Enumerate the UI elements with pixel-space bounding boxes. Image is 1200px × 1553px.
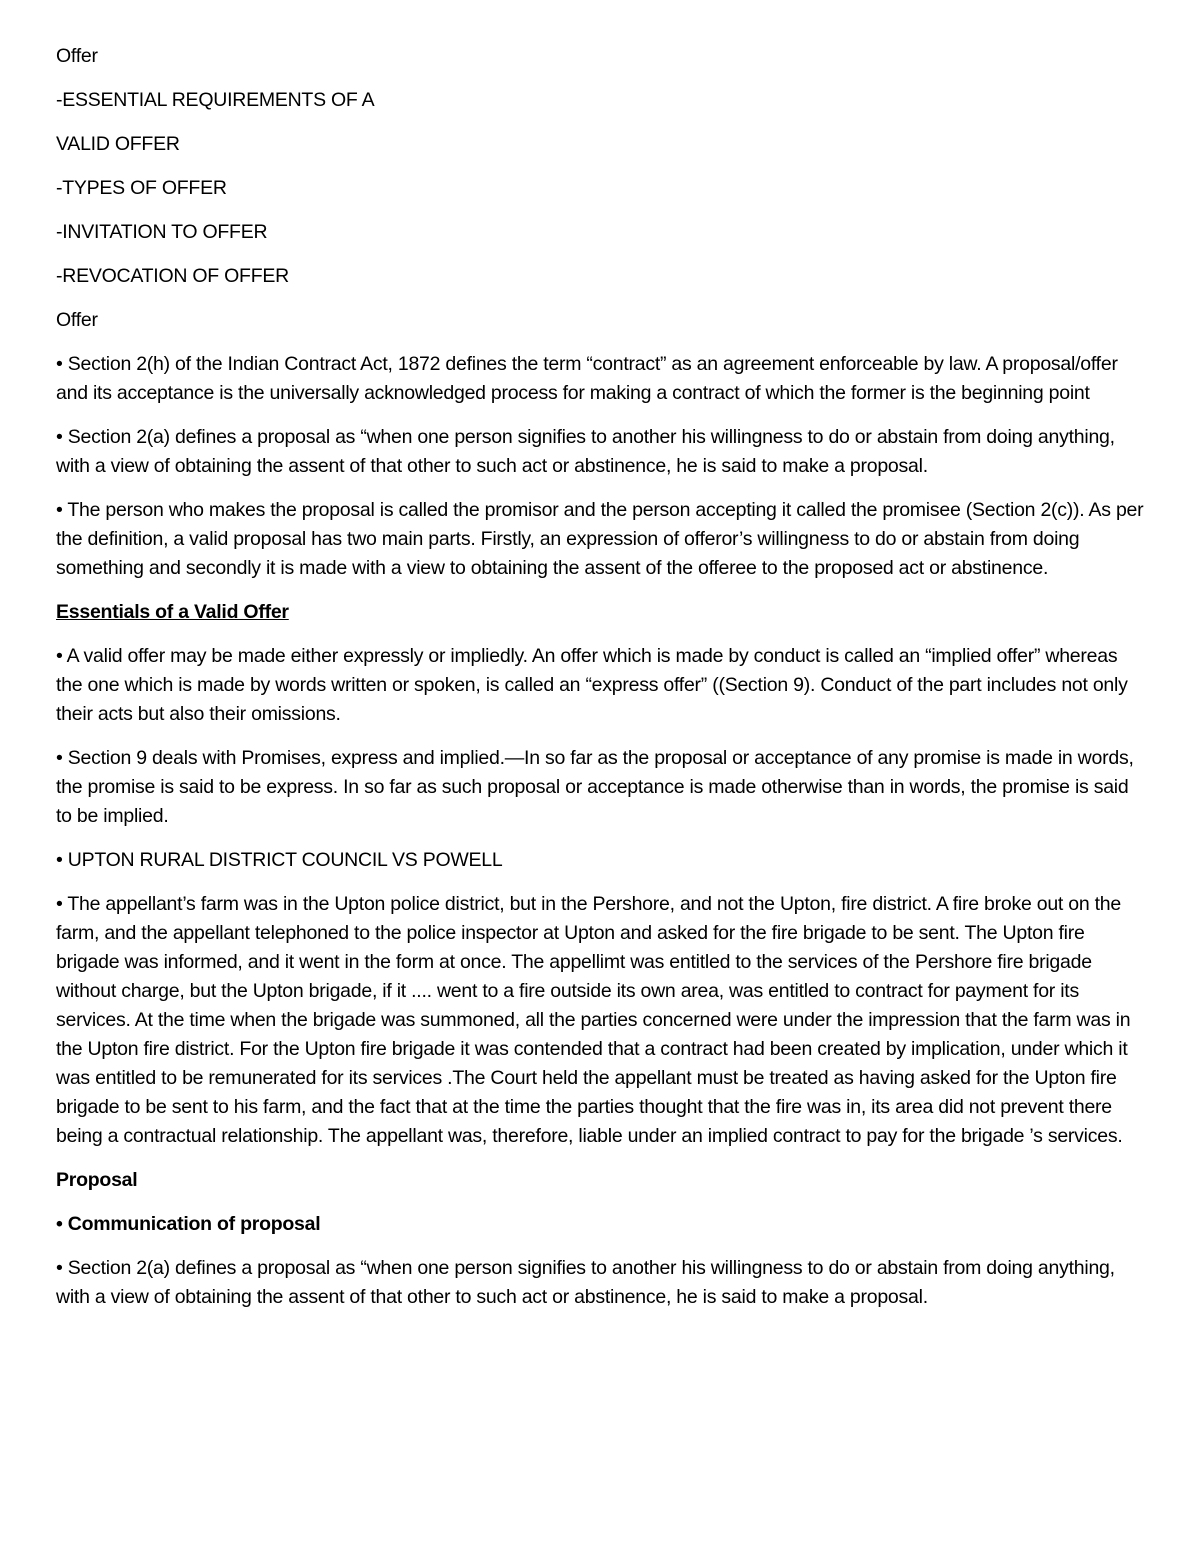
paragraph-section-2a-repeat: • Section 2(a) defines a proposal as “when one person signifies to another his willingness to do or abstain from doing anything, with a view of obtaining the assent of that other to such act or abstinence, he is said to make a proposal. (56, 1257, 1115, 1308)
outline-item-invitation-to-offer: -INVITATION TO OFFER (56, 221, 268, 243)
paragraph-section-2h: • Section 2(h) of the Indian Contract Act, 1872 defines the term “contract” as an agreement enforceable by law. A proposal/offer and its acceptance is the universally acknowledged process for making a contract of which the former is the beginning point (56, 353, 1118, 404)
outline-item-revocation-of-offer: -REVOCATION OF OFFER (56, 265, 289, 287)
paragraph-promisor-promisee: • The person who makes the proposal is called the promisor and the person accepting it called the promisee (Section 2(c)). As per the definition, a valid proposal has two main parts. Firstly, an expression of offeror’s willingness to do or abstain from doing something and secondly it is made with a view to obtaining the assent of the offeree to the proposed act or abstinence. (56, 499, 1144, 579)
paragraph-section-2a: • Section 2(a) defines a proposal as “when one person signifies to another his willingness to do or abstain from doing anything, with a view of obtaining the assent of that other to such act or abstinence, he is said to make a proposal. (56, 426, 1115, 477)
outline-item-essential-requirements: -ESSENTIAL REQUIREMENTS OF A (56, 89, 375, 111)
proposal-heading: Proposal (56, 1169, 138, 1191)
communication-heading: • Communication of proposal (56, 1213, 321, 1235)
paragraph-section-9: • Section 9 deals with Promises, express and implied.—In so far as the proposal or acceptance of any promise is made in words, the promise is said to be express. In so far as such proposal or acceptance is made otherwise than in words, the promise is said to be implied. (56, 747, 1134, 827)
section-heading-offer: Offer (56, 309, 98, 331)
outline-item-valid-offer: VALID OFFER (56, 133, 180, 155)
case-title: • UPTON RURAL DISTRICT COUNCIL VS POWELL (56, 849, 503, 871)
paragraph-express-implied-offer: • A valid offer may be made either expressly or impliedly. An offer which is made by conduct is called an “implied offer” whereas the one which is made by words written or spoken, is called an “express offer” ((Section 9). Conduct of the part includes not only their acts but also their omissions. (56, 645, 1128, 725)
outline-item-types-of-offer: -TYPES OF OFFER (56, 177, 227, 199)
paragraph-case-facts: • The appellant’s farm was in the Upton police district, but in the Pershore, and not the Upton, fire district. A fire broke out on the farm, and the appellant telephoned to the police inspector at Upton and asked for the fire brigade to be sent. The Upton fire brigade was informed, and it went in the form at once. The appellimt was entitled to the services of the Pershore fire brigade without charge, but the Upton brigade, if it .... went to a fire outside its own area, was entitled to contract for payment for its services. At the time when the brigade was summoned, all the parties concerned were under the impression that the farm was in the Upton fire district. For the Upton fire brigade it was contended that a contract had been created by implication, under which it was entitled to be remunerated for its services .The Court held the appellant must be treated as having asked for the Upton fire brigade to be sent to his farm, and the fact that at the time the parties thought that the fire was in, its area did not prevent there being a contractual relationship. The appellant was, therefore, liable under an implied contract to pay for the brigade ’s services. (56, 893, 1131, 1147)
document-page (56, 42, 1146, 1327)
title-offer: Offer (56, 45, 98, 67)
essentials-heading: Essentials of a Valid Offer (56, 601, 289, 623)
